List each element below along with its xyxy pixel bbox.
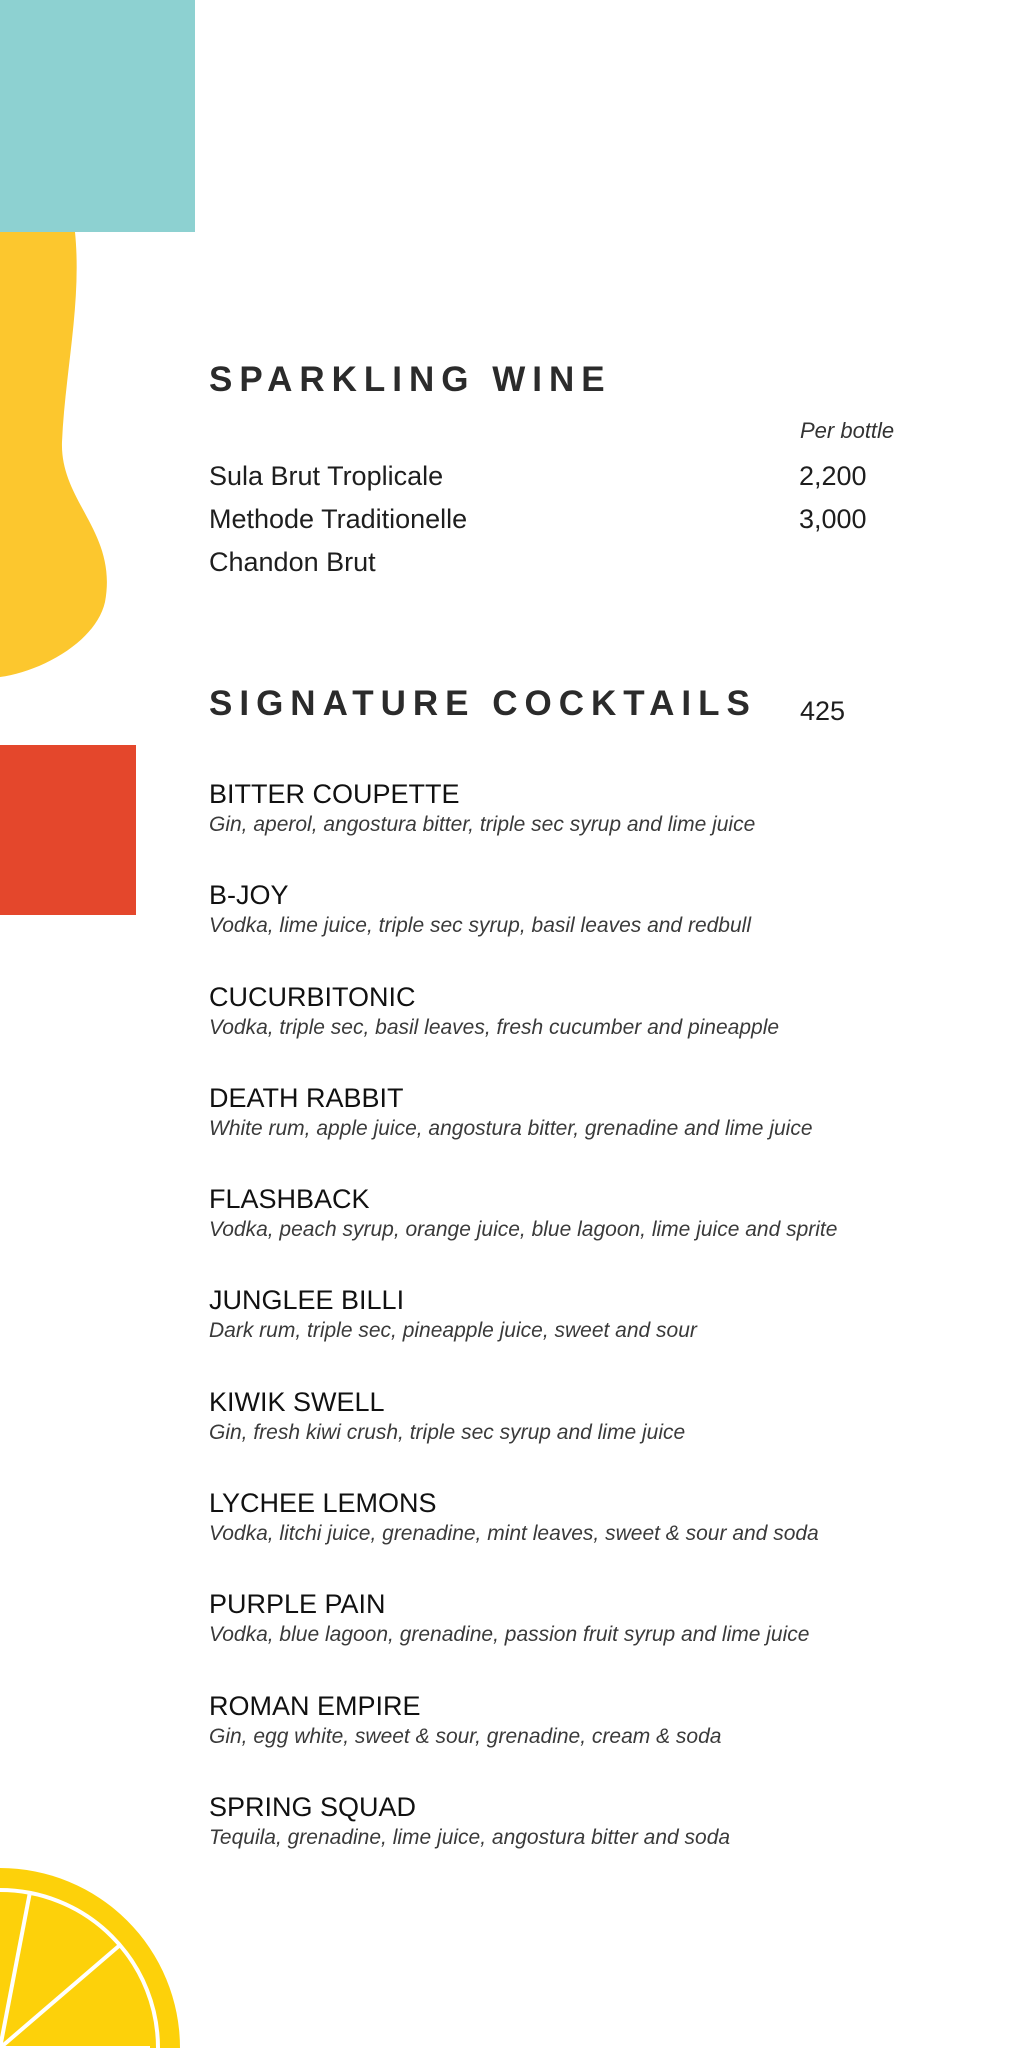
cocktail-price: 425 — [800, 696, 846, 726]
cocktail-item — [209, 1283, 1009, 1384]
cocktail-name: LYCHEE LEMONS — [209, 1488, 437, 1519]
cocktail-description: Gin, fresh kiwi crush, triple sec syrup and lime juice — [209, 1420, 686, 1444]
cocktail-item — [209, 1486, 1009, 1587]
cocktail-name: FLASHBACK — [209, 1184, 370, 1215]
cocktail-name: SPRING SQUAD — [209, 1791, 417, 1822]
wine-item — [209, 541, 909, 584]
cocktail-description: Vodka, blue lagoon, grenadine, passion fruit syrup and lime juice — [209, 1623, 810, 1647]
cocktail-description: Tequila, grenadine, lime juice, angostura bitter and soda — [209, 1825, 731, 1849]
cocktail-item — [209, 777, 1009, 878]
yellow-wave-shape — [0, 232, 110, 682]
wine-price: 3,000 — [799, 504, 867, 534]
cocktail-item — [209, 1587, 1009, 1688]
cocktail-item — [209, 878, 1009, 979]
per-bottle-label: Per bottle — [800, 418, 895, 443]
wine-name: Methode Traditionelle — [209, 504, 468, 534]
cocktail-item — [209, 1790, 1009, 1891]
sparkling-wine-title: SPARKLING WINE — [209, 360, 612, 399]
lemon-slice-icon — [0, 1850, 185, 2048]
cocktail-description: Gin, egg white, sweet & sour, grenadine, cream & soda — [209, 1724, 722, 1748]
cocktail-item — [209, 1385, 1009, 1486]
cocktail-name: PURPLE PAIN — [209, 1589, 386, 1620]
cocktail-list — [209, 777, 1009, 1891]
sparkling-wine-list — [209, 455, 909, 584]
cocktail-description: White rum, apple juice, angostura bitter, grenadine and lime juice — [209, 1116, 813, 1140]
wine-price: 2,200 — [799, 461, 867, 491]
cocktail-name: KIWIK SWELL — [209, 1386, 385, 1417]
cocktail-item — [209, 1081, 1009, 1182]
cocktail-description: Gin, aperol, angostura bitter, triple sec syrup and lime juice — [209, 813, 756, 836]
red-block — [0, 745, 136, 915]
cocktail-description: Vodka, triple sec, basil leaves, fresh cucumber and pineapple — [209, 1015, 780, 1039]
cocktail-item — [209, 980, 1009, 1081]
cocktail-description: Vodka, peach syrup, orange juice, blue lagoon, lime juice and sprite — [209, 1218, 838, 1242]
cocktail-description: Vodka, lime juice, triple sec syrup, basil leaves and redbull — [209, 914, 751, 938]
cocktail-item — [209, 1689, 1009, 1790]
signature-cocktails-title: SIGNATURE COCKTAILS — [209, 684, 757, 723]
cocktail-description: Dark rum, triple sec, pineapple juice, sweet and sour — [209, 1319, 697, 1343]
teal-block — [0, 0, 195, 232]
cocktail-name: B-JOY — [209, 880, 289, 911]
wine-name: Sula Brut Troplicale — [209, 461, 444, 491]
cocktail-item — [209, 1182, 1009, 1283]
wine-name: Chandon Brut — [209, 547, 376, 577]
cocktail-description: Vodka, litchi juice, grenadine, mint leaves, sweet & sour and soda — [209, 1522, 819, 1546]
cocktail-name: JUNGLEE BILLI — [209, 1285, 405, 1316]
cocktail-name: CUCURBITONIC — [209, 981, 416, 1012]
wine-item — [209, 455, 909, 498]
cocktail-name: ROMAN EMPIRE — [209, 1690, 421, 1721]
cocktail-name: DEATH RABBIT — [209, 1082, 404, 1113]
cocktail-name: BITTER COUPETTE — [209, 779, 460, 809]
wine-item — [209, 498, 909, 541]
